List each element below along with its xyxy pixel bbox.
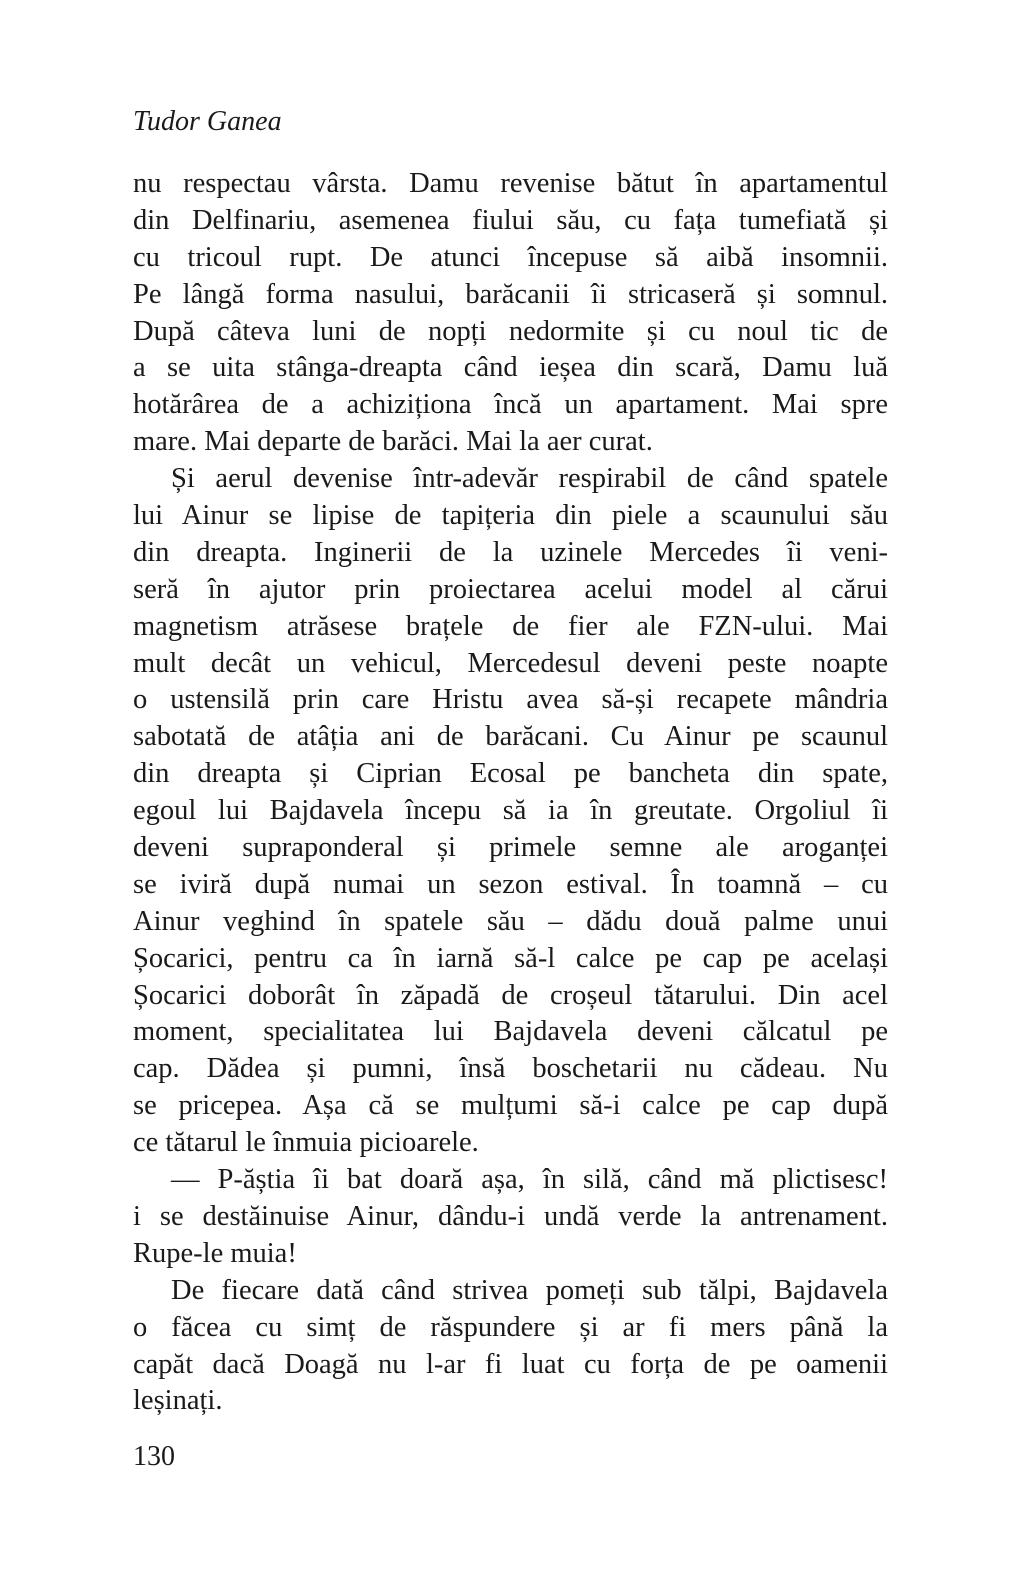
text-line: din dreapta și Ciprian Ecosal pe bancheta din spate,: [133, 758, 888, 790]
text-line: Rupe-le muia!: [133, 1237, 297, 1269]
text-line: din Delfinariu, asemenea fiului său, cu fața tumefiată și: [133, 204, 888, 236]
text-line: sabotată de atâția ani de barăcani. Cu Ainur pe scaunul: [133, 721, 888, 753]
text-line: lui Ainur se lipise de tapițeria din piele a scaunului său: [133, 500, 888, 532]
text-line: Și aerul devenise într-adevăr respirabil de când spatele: [171, 463, 888, 495]
text-line: cu tricoul rupt. De atunci începuse să aibă insomnii.: [133, 241, 888, 273]
text-line: mare. Mai departe de barăci. Mai la aer curat.: [133, 426, 653, 458]
text-line: După câteva luni de nopți nedormite și cu noul tic de: [133, 315, 888, 347]
page-number: 130: [133, 1441, 175, 1472]
text-line: se pricepea. Așa că se mulțumi să-i calce pe cap după: [133, 1090, 888, 1122]
text-line: i se destăinuise Ainur, dându-i undă verde la antrenament.: [133, 1200, 888, 1232]
text-line: Pe lângă forma nasului, barăcanii îi stricaseră și somnul.: [133, 278, 888, 310]
text-line: din dreapta. Inginerii de la uzinele Mercedes îi veni-: [133, 536, 888, 568]
text-line: a se uita stânga-dreapta când ieșea din scară, Damu luă: [133, 352, 888, 384]
text-line: — P-ăștia îi bat doară așa, în silă, când mă plictisesc!: [171, 1164, 888, 1196]
text-line: hotărârea de a achiziționa încă un apartament. Mai spre: [133, 389, 888, 421]
text-line: o făcea cu simț de răspundere și ar fi mers până la: [133, 1311, 888, 1343]
text-line: capăt dacă Doagă nu l-ar fi luat cu forța de pe oamenii: [133, 1348, 888, 1380]
text-line: mult decât un vehicul, Mercedesul deveni peste noapte: [133, 647, 888, 679]
text-line: magnetism atrăsese brațele de fier ale FZN-ului. Mai: [133, 610, 888, 642]
text-line: deveni supraponderal și primele semne ale aroganței: [133, 832, 888, 864]
text-line: moment, specialitatea lui Bajdavela deveni călcatul pe: [133, 1016, 888, 1048]
body-text: [133, 166, 888, 1420]
text-line: leșinați.: [133, 1385, 223, 1417]
text-line: egoul lui Bajdavela începu să ia în greutate. Orgoliul îi: [133, 795, 888, 827]
text-line: seră în ajutor prin proiectarea acelui model al cărui: [133, 573, 888, 605]
running-header-author: Tudor Ganea: [133, 106, 282, 137]
text-line: Șocarici, pentru ca în iarnă să-l calce pe cap pe același: [133, 942, 888, 974]
text-line: Ainur veghind în spatele său – dădu două palme unui: [133, 905, 888, 937]
text-line: Șocarici doborât în zăpadă de croșeul tătarului. Din acel: [133, 979, 888, 1011]
text-line: nu respectau vârsta. Damu revenise bătut în apartamentul: [133, 168, 888, 199]
text-line: De fiecare dată când strivea pomeți sub tălpi, Bajdavela: [171, 1274, 888, 1306]
text-line: ce tătarul le înmuia picioarele.: [133, 1127, 479, 1159]
text-line: o ustensilă prin care Hristu avea să-și recapete mândria: [133, 684, 888, 716]
text-line: cap. Dădea și pumni, însă boschetarii nu cădeau. Nu: [133, 1053, 888, 1085]
text-line: se iviră după numai un sezon estival. În toamnă – cu: [133, 868, 888, 900]
